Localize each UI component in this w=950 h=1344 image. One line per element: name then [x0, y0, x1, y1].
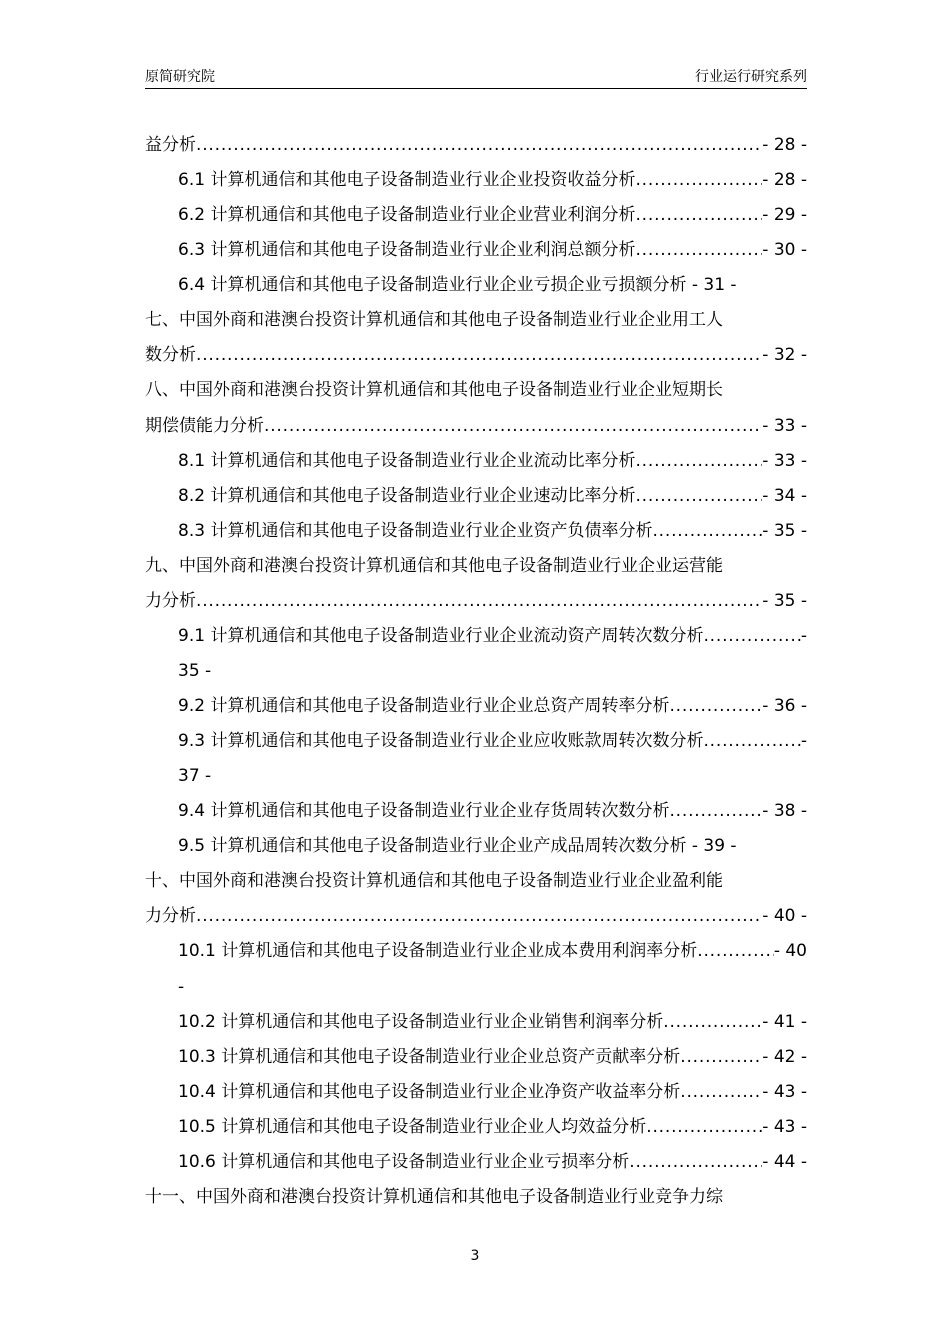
- toc-entry-page: - 32 -: [762, 345, 807, 366]
- toc-entry-page: - 29 -: [762, 205, 807, 226]
- page-number: 3: [470, 1248, 480, 1264]
- toc-entry-title: 9.3 计算机通信和其他电子设备制造业行业企业应收账款周转次数分析: [178, 731, 704, 752]
- toc-entry-page: - 42 -: [762, 1046, 807, 1067]
- toc-entry[interactable]: [145, 899, 807, 934]
- toc-entry-title: 6.4 计算机通信和其他电子设备制造业行业企业亏损企业亏损额分析 - 31 -: [178, 275, 737, 296]
- toc-entry[interactable]: [145, 584, 807, 619]
- toc-entry-page: - 35 -: [762, 590, 807, 611]
- toc-dot-leader: [680, 1040, 762, 1075]
- toc-entry-page: - 34 -: [762, 485, 807, 506]
- toc-dot-leader: [697, 934, 774, 969]
- toc-entry-title: 益分析: [145, 135, 196, 155]
- toc-entry-page: - 43 -: [762, 1081, 807, 1102]
- toc-dot-leader: [703, 724, 800, 759]
- toc-dot-leader: [635, 163, 762, 198]
- toc-dot-leader: [196, 584, 762, 619]
- toc-entry-page: -: [800, 731, 807, 752]
- toc-entry-page: - 40 -: [762, 906, 807, 927]
- table-of-contents: [145, 128, 807, 1215]
- toc-dot-leader: [196, 899, 762, 934]
- toc-entry-title: 9.2 计算机通信和其他电子设备制造业行业企业总资产周转率分析: [178, 696, 670, 716]
- toc-dot-leader: [196, 338, 762, 373]
- toc-entry[interactable]: [178, 1040, 807, 1075]
- toc-entry-title: 10.6 计算机通信和其他电子设备制造业行业企业亏损率分析: [178, 1151, 630, 1172]
- toc-entry-page: - 44 -: [762, 1151, 807, 1172]
- toc-entry-page: - 43 -: [762, 1116, 807, 1137]
- toc-entry-title: 十一、中国外商和港澳台投资计算机通信和其他电子设备制造业行业竞争力综: [145, 1186, 723, 1207]
- toc-entry-page: - 30 -: [762, 240, 807, 261]
- toc-entry-title: 8.1 计算机通信和其他电子设备制造业行业企业流动比率分析: [178, 450, 636, 471]
- toc-entry[interactable]: [145, 864, 807, 899]
- toc-entry-title: 10.5 计算机通信和其他电子设备制造业行业企业人均效益分析: [178, 1116, 647, 1137]
- toc-entry[interactable]: [178, 759, 807, 794]
- toc-entry-title: 期偿债能力分析: [145, 415, 264, 436]
- toc-entry-title: 10.3 计算机通信和其他电子设备制造业行业企业总资产贡献率分析: [178, 1046, 681, 1067]
- toc-entry[interactable]: [145, 303, 807, 338]
- toc-dot-leader: [703, 619, 800, 654]
- toc-entry[interactable]: [178, 198, 807, 233]
- toc-entry[interactable]: [178, 1145, 807, 1180]
- toc-entry[interactable]: [145, 549, 807, 584]
- toc-entry-title: 七、中国外商和港澳台投资计算机通信和其他电子设备制造业行业企业用工人: [145, 310, 723, 331]
- toc-entry[interactable]: [178, 829, 807, 864]
- toc-entry-title: 10.2 计算机通信和其他电子设备制造业行业企业销售利润率分析: [178, 1011, 664, 1032]
- toc-dot-leader: [635, 198, 762, 233]
- toc-entry[interactable]: [178, 970, 807, 1005]
- toc-entry[interactable]: [145, 338, 807, 373]
- toc-entry-title: 6.2 计算机通信和其他电子设备制造业行业企业营业利润分析: [178, 205, 636, 226]
- toc-entry-page: - 38 -: [762, 801, 807, 822]
- toc-entry-title: 9.1 计算机通信和其他电子设备制造业行业企业流动资产周转次数分析: [178, 625, 704, 646]
- toc-dot-leader: [635, 233, 762, 268]
- toc-entry-page: - 33 -: [762, 450, 807, 471]
- toc-entry-page: - 28 -: [762, 135, 807, 155]
- toc-entry[interactable]: [178, 654, 807, 689]
- toc-entry-title: 8.3 计算机通信和其他电子设备制造业行业企业资产负债率分析: [178, 520, 653, 541]
- toc-entry-page: - 35 -: [762, 520, 807, 541]
- toc-entry-page: - 28 -: [762, 170, 807, 191]
- toc-dot-leader: [669, 689, 762, 724]
- toc-dot-leader: [196, 128, 762, 163]
- toc-entry[interactable]: [178, 1075, 807, 1110]
- toc-entry[interactable]: [145, 373, 807, 408]
- toc-entry-page: -: [800, 625, 807, 646]
- toc-entry[interactable]: [178, 163, 807, 198]
- toc-entry-title: 力分析: [145, 906, 196, 927]
- toc-entry-title: 35 -: [178, 660, 212, 681]
- toc-entry-title: -: [178, 976, 185, 997]
- toc-entry-title: 九、中国外商和港澳台投资计算机通信和其他电子设备制造业行业企业运营能: [145, 555, 723, 576]
- toc-entry[interactable]: [178, 444, 807, 479]
- toc-entry[interactable]: [145, 1180, 807, 1215]
- toc-entry-title: 9.4 计算机通信和其他电子设备制造业行业企业存货周转次数分析: [178, 801, 670, 822]
- toc-entry[interactable]: [178, 233, 807, 268]
- toc-entry[interactable]: [178, 479, 807, 514]
- toc-entry[interactable]: [178, 1110, 807, 1145]
- toc-entry-title: 10.1 计算机通信和其他电子设备制造业行业企业成本费用利润率分析: [178, 941, 698, 962]
- page-header: [145, 66, 807, 89]
- toc-entry[interactable]: [178, 268, 807, 303]
- toc-entry-page: - 40: [773, 941, 807, 962]
- toc-entry[interactable]: [178, 514, 807, 549]
- toc-entry-title: 6.3 计算机通信和其他电子设备制造业行业企业利润总额分析: [178, 240, 636, 261]
- toc-dot-leader: [264, 409, 762, 444]
- toc-entry-title: 9.5 计算机通信和其他电子设备制造业行业企业产成品周转次数分析 - 39 -: [178, 836, 737, 857]
- toc-entry-page: - 36 -: [762, 696, 807, 716]
- toc-dot-leader: [663, 1005, 762, 1040]
- toc-entry[interactable]: [178, 689, 807, 724]
- toc-entry-page: - 41 -: [762, 1011, 807, 1032]
- toc-entry[interactable]: [145, 128, 807, 163]
- toc-entry-page: - 33 -: [762, 415, 807, 436]
- toc-dot-leader: [646, 1110, 762, 1145]
- toc-entry-title: 数分析: [145, 345, 196, 366]
- toc-dot-leader: [629, 1145, 762, 1180]
- toc-entry-title: 十、中国外商和港澳台投资计算机通信和其他电子设备制造业行业企业盈利能: [145, 871, 723, 892]
- header-left-text: 原简研究院: [145, 69, 215, 85]
- toc-entry[interactable]: [178, 934, 807, 969]
- header-right-text: 行业运行研究系列: [695, 69, 807, 85]
- toc-entry[interactable]: [178, 724, 807, 759]
- toc-entry-title: 10.4 计算机通信和其他电子设备制造业行业企业净资产收益率分析: [178, 1081, 681, 1102]
- toc-entry[interactable]: [178, 1005, 807, 1040]
- toc-entry-title: 37 -: [178, 766, 212, 787]
- toc-dot-leader: [669, 794, 762, 829]
- toc-dot-leader: [680, 1075, 762, 1110]
- toc-entry-title: 8.2 计算机通信和其他电子设备制造业行业企业速动比率分析: [178, 485, 636, 506]
- toc-dot-leader: [652, 514, 762, 549]
- toc-dot-leader: [635, 444, 762, 479]
- toc-entry-title: 八、中国外商和港澳台投资计算机通信和其他电子设备制造业行业企业短期长: [145, 380, 723, 401]
- toc-entry[interactable]: [178, 619, 807, 654]
- toc-entry[interactable]: [178, 794, 807, 829]
- toc-entry[interactable]: [145, 409, 807, 444]
- toc-entry-title: 力分析: [145, 590, 196, 611]
- toc-entry-title: 6.1 计算机通信和其他电子设备制造业行业企业投资收益分析: [178, 170, 636, 191]
- toc-dot-leader: [635, 479, 762, 514]
